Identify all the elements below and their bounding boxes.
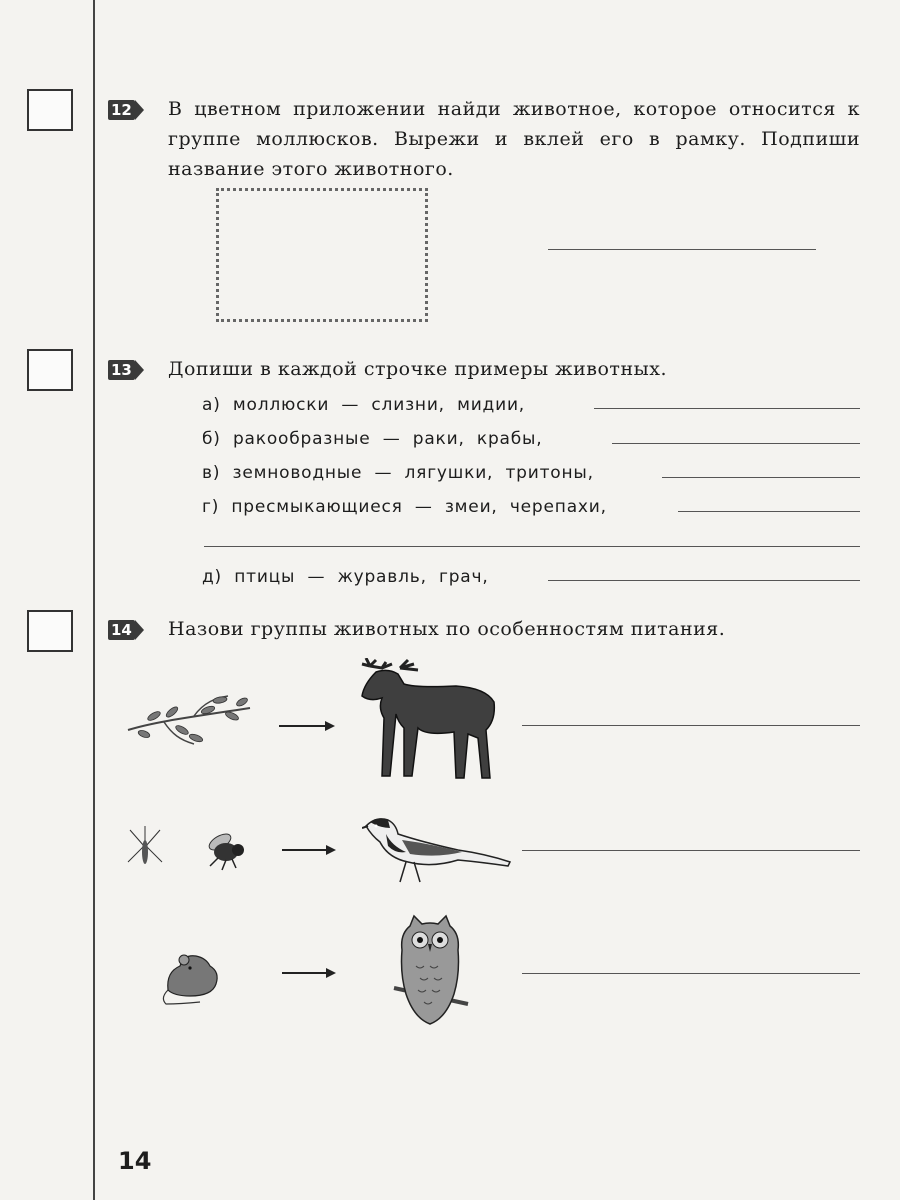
list-item-v [202, 463, 594, 483]
answer-line-g[interactable] [678, 511, 860, 512]
list-item-d [202, 567, 489, 587]
paste-frame[interactable] [216, 188, 428, 322]
list-item-a [202, 395, 525, 415]
task-badge-13 [108, 359, 144, 381]
badge-arrow-icon [135, 100, 144, 120]
task-12-text: В цветном приложении найди животное, которое относится к группе моллюсков. Вырежи и вклей его в рамку. Подпиши название этого животного. [168, 98, 860, 180]
score-box-12[interactable] [27, 89, 73, 131]
task-14-text: Назови группы животных по особенностям питания. [168, 618, 726, 640]
item-letter: б) [202, 429, 221, 449]
moose-icon [356, 658, 504, 782]
task-badge-12 [108, 99, 144, 121]
task-number: 13 [108, 360, 135, 380]
item-letter: а) [202, 395, 221, 415]
score-box-14[interactable] [27, 610, 73, 652]
answer-line-d[interactable] [548, 580, 860, 581]
score-box-13[interactable] [27, 349, 73, 391]
answer-line-14-1[interactable] [522, 725, 860, 726]
arrow-1-icon [279, 725, 333, 727]
insects-icon [124, 822, 256, 872]
answer-line-v[interactable] [662, 477, 860, 478]
task-number: 14 [108, 620, 135, 640]
task-number: 12 [108, 100, 135, 120]
list-item-g [202, 497, 607, 517]
badge-arrow-icon [135, 620, 144, 640]
margin-line [93, 0, 95, 1200]
item-letter: д) [202, 567, 222, 587]
answer-line-14-3[interactable] [522, 973, 860, 974]
item-text: моллюски — слизни, мидии, [232, 395, 526, 415]
item-text: ракообразные — раки, крабы, [232, 429, 543, 449]
badge-arrow-icon [135, 360, 144, 380]
answer-line-14-2[interactable] [522, 850, 860, 851]
item-text: земноводные — лягушки, тритоны, [232, 463, 594, 483]
arrow-3-icon [282, 972, 334, 974]
answer-line-b[interactable] [612, 443, 860, 444]
wagtail-icon [362, 812, 512, 886]
item-text: птицы — журавль, грач, [234, 567, 489, 587]
page-number: 14 [118, 1147, 152, 1175]
item-letter: г) [202, 497, 220, 517]
answer-line-a[interactable] [594, 408, 860, 409]
answer-line-12[interactable] [548, 249, 816, 250]
item-text: пресмыкающиеся — змеи, черепахи, [231, 497, 607, 517]
branch-icon [124, 690, 254, 750]
arrow-2-icon [282, 849, 334, 851]
mouse-icon [160, 946, 224, 1006]
task-badge-14 [108, 619, 144, 641]
list-item-b [202, 429, 542, 449]
owl-icon [390, 914, 470, 1026]
answer-line-g2[interactable] [204, 546, 860, 547]
item-letter: в) [202, 463, 221, 483]
task-13-text: Допиши в каждой строчке примеры животных. [168, 358, 667, 380]
